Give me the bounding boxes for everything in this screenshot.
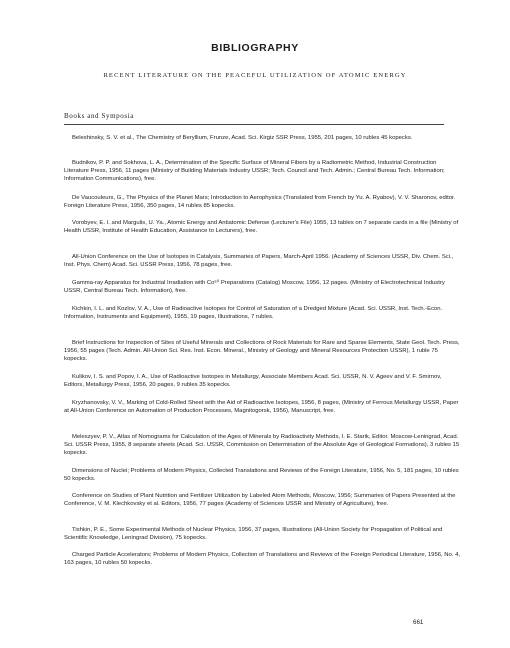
bibliography-entry: Charged Particle Accelerators; Problems of Modern Physics, Collection of Translations and Reviews of the Foreign Periodical Literature, 1956, No. 4, 163 pages, 10 rubles 50 kopecks. (64, 552, 460, 567)
section-heading: Books and Symposia (64, 112, 134, 120)
bibliography-entry: Kryzhanovsky, V. V., Marking of Cold-Rolled Sheet with the Aid of Radioactive Isotopes, 1956, 8 pages, (Ministry of Ferrous Metallurgy USSR, Paper at All-Union Conference on Automation of Production Processes, Magnitogorsk, 1956), Manuscript, free. (64, 400, 459, 415)
bibliography-entry: Kulikov, I. S. and Popov, I. A., Use of Radioactive Isotopes in Metallurgy, Associate Members Acad. Sci. USSR, N. V. Ageev and V. F. Smirnov, Editors, Metallurgy Press, 1956, 20 pages, 9 rubles 35 kopecks. (64, 374, 442, 389)
page-number: 661 (413, 619, 424, 626)
bibliography-entry: Brief Instructions for Inspection of Sites of Useful Minerals and Collections of Rock Materials for Rare and Sparse Elements, State Geol. Tech. Press, 1956, 55 pages (Tech. Admin. All-Union Sci. Res. Inst. Econ. Mineral., Ministry of Geology and Mineral Resources Protection USSR), 1 ruble 75 kopecks. (64, 340, 460, 363)
bibliography-entry: Budnikov, P. P. and Sokhova, L. A., Determination of the Specific Surface of Mineral Fibers by a Radiometric Method, Industrial Construction Literature Press, 1956, 11 pages (Ministry of Building Materials Industry USSR; Tech. Council and Tech. Admin.; Central Bureau Tech. Information; Information Communications), free. (64, 160, 445, 183)
bibliography-entry: Conference on Studies of Plant Nutrition and Fertilizer Utilization by Labeled Atom Methods, Moscow, 1956; Summaries of Papers Presented at the Conference, V. M. Klechkovsky et al. Editors, 1956, 77 pages (Academy of Sciences USSR and Ministry of Agriculture), free. (64, 493, 456, 508)
bibliography-entry: Dimensions of Nuclei; Problems of Modern Physics, Collected Translations and Reviews of the Foreign Literature, 1956, No. 5, 181 pages, 10 rubles 50 kopecks. (64, 468, 459, 483)
bibliography-entry: Meleszyev, P. V., Atlas of Nomograms for Calculation of the Ages of Minerals by Radioactivity Methods, I. E. Starik, Editor. Moscow-Leningrad, Acad. Sci. USSR Press, 1955, 8 separate sheets (Acad. Sci. USSR, Commission on Determination of the Absolute Age of Geological Formations), 3 rubles 15 kopecks. (64, 434, 460, 457)
page-subtitle: RECENT LITERATURE ON THE PEACEFUL UTILIZATION OF ATOMIC ENERGY (103, 72, 407, 79)
page-title: BIBLIOGRAPHY (211, 42, 299, 54)
bibliography-entry: Kichkin, I. L. and Kozlov, V. A., Use of Radioactive Isotopes for Control of Saturation of a Dredged Mixture (Acad. Sci. USSR, Inst. Tech.-Econ. Information, Instruments and Equipment), 1955, 19 pages, Illustrations, 7 rubles. (64, 306, 443, 321)
bibliography-entry: De Vaucouleurs, G., The Physics of the Planet Mars; Introduction to Aerophysics (Translated from French by Yu. A. Ryabov), V. V. Sharonov, editor. Foreign Literature Press, 1956, 350 pages, 14 rubles 85 kopecks. (64, 195, 456, 210)
bibliography-entry: Beleshinsky, S. V. et al., The Chemistry of Beryllium, Frunze, Acad. Sci. Kirgiz SSR Press, 1955, 201 pages, 10 rubles 45 kopecks. (72, 135, 413, 141)
bibliography-entry: All-Union Conference on the Use of Isotopes in Catalysis, Summaries of Papers, March-April 1956. (Academy of Sciences USSR, Div. Chem. Sci., Inst. Phys. Chem) Acad. Sci. USSR Press, 1956, 78 pages, free. (64, 254, 454, 269)
bibliography-entry: Tishkin, P. E., Some Experimental Methods of Nuclear Physics, 1956, 37 pages, Illustrations (All-Union Society for Propagation of Political and Scientific Knowledge, Leningrad Division), 75 kopecks. (64, 527, 443, 542)
bibliography-entry: Gamma-ray Apparatus for Industrial Irradiation with Co⁶⁰ Preparations (Catalog) Moscow, 1956, 12 pages. (Ministry of Electrotechnical Industry USSR, Central Bureau Tech. Information), free. (64, 280, 445, 295)
bibliography-entry: Vorobyev, E. I. and Margulis, U. Ya., Atomic Energy and Antiatomic Defense (Lecturer's File) 1955, 13 tables on 7 separate cards in a file (Ministry of Health USSR, Institute of Health Education, Assistance to Lecturers), free. (64, 220, 459, 235)
section-divider (64, 124, 444, 125)
